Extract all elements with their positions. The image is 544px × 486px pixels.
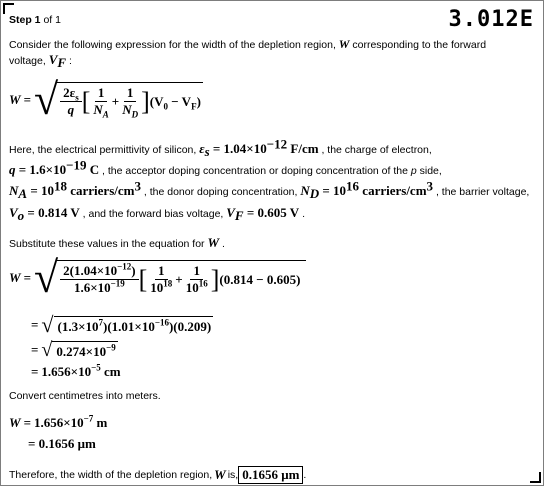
calc4-val: 1.656×10 [41, 364, 92, 379]
conclusion-text: Therefore, the width of the depletion region, [9, 469, 213, 481]
vo-param: V [9, 205, 18, 220]
plus: + [111, 93, 120, 109]
calc2-a-exp: 7 [98, 317, 103, 328]
calc4-eq: = [31, 364, 39, 379]
calc-den-exp: −19 [110, 278, 125, 289]
intro-text-4: : [66, 55, 72, 67]
frac-2eps-q [60, 85, 82, 118]
calc3-exp: −9 [106, 342, 116, 353]
na-value: = 10 [27, 183, 54, 198]
calc-den: 1.6×10 [73, 280, 111, 295]
calc-nd-den: 10 [185, 280, 199, 295]
na: N [93, 102, 103, 117]
nd-exp: 16 [346, 178, 360, 194]
width-formula [9, 75, 203, 124]
calc-na-den-exp: 18 [163, 278, 173, 289]
one-b: 1 [124, 85, 137, 102]
formula-eq: = [23, 92, 31, 107]
na-param: N [9, 183, 19, 198]
params-text-4: side, [416, 165, 442, 177]
q-exp: −19 [66, 157, 87, 173]
intro-line-2 [9, 52, 72, 71]
params-line-1 [9, 136, 432, 160]
calc-na-den: 10 [150, 280, 164, 295]
calc-w: W [9, 270, 21, 285]
nd-param-sub: D [309, 186, 320, 202]
one-a: 1 [95, 85, 108, 102]
na-sub: A [102, 109, 109, 120]
p-side: p [410, 165, 417, 177]
calc-bracket-open: [ [138, 264, 148, 294]
minus-v: − V [168, 93, 192, 109]
eps-value: = 1.04×10 [209, 141, 267, 156]
nd-sub: D [131, 109, 139, 120]
calc-one-a: 1 [155, 263, 168, 280]
calc2-c: )(0.209) [168, 318, 212, 334]
bracket-open: [ [81, 86, 91, 116]
convert-val: 1.656×10 [33, 415, 84, 430]
calc-num-exp: −12 [117, 261, 132, 272]
convert-eq: = [23, 415, 31, 430]
substitute-tail: . [219, 238, 225, 250]
calc-num-end: ) [131, 263, 136, 278]
step-label: Step 1 [9, 14, 41, 26]
conclusion-tail: . [303, 469, 307, 481]
corner-mark-bottom-right [530, 472, 541, 483]
bracket-close: ] [141, 86, 150, 116]
nd-value: = 10 [319, 183, 347, 198]
calc-line-2 [31, 314, 213, 336]
calc-voltage-diff: (0.814 − 0.605) [219, 271, 301, 287]
intro-line-1 [9, 37, 486, 52]
vf-value: = 0.605 V [243, 205, 300, 220]
paren-close: ) [196, 93, 201, 109]
sqrt-sign: √ [33, 75, 59, 124]
step-header [9, 14, 61, 26]
corner-mark-top-left [3, 3, 14, 14]
calc2-a: (1.3×10 [57, 318, 99, 334]
params-text-3: , the acceptor doping concentration or doping concentration of the [99, 165, 411, 177]
nd: N [122, 102, 132, 117]
calc-frac-nd [183, 263, 211, 296]
q: q [9, 162, 16, 177]
q-symbol: q [67, 102, 75, 117]
nd-unit: carriers/cm [359, 183, 427, 198]
eps-s: s [204, 144, 210, 160]
params-line-4 [9, 205, 305, 224]
vf-param-sub: F [234, 208, 244, 224]
calc3-eq: = [31, 342, 39, 357]
vo-param-sub: o [17, 208, 25, 224]
conclusion-line [9, 466, 306, 484]
step-of: of 1 [43, 14, 61, 26]
params-text-5: , the donor doping concentration, [140, 186, 301, 198]
answer-box: 0.1656 μm [238, 466, 303, 484]
calc-frac-main [60, 263, 138, 296]
calc2-radicand [54, 316, 214, 335]
intro-text-2: corresponding to the forward [349, 39, 487, 51]
calc3-val: 0.274×10 [56, 343, 107, 359]
two-eps: 2ε [63, 85, 76, 100]
calc-sqrt-sign: √ [33, 253, 59, 302]
substitute-line [9, 235, 225, 251]
q-value: = 1.6×10 [15, 162, 67, 177]
vf-symbol: V [48, 52, 58, 67]
frac-1-nd [119, 85, 141, 118]
na-unit: carriers/cm [66, 183, 135, 198]
w-symbol: W [338, 37, 350, 51]
vo-value: = 0.814 V [24, 205, 80, 220]
calc4-unit: cm [100, 364, 121, 379]
calc3-radicand [52, 341, 117, 360]
convert-text: Convert centimetres into meters. [9, 390, 161, 402]
calc2-b-exp: −16 [154, 317, 169, 328]
eps-sub: s [75, 92, 79, 103]
calc-frac-na [147, 263, 175, 296]
calc-line-4 [31, 364, 121, 380]
na-param-sub: A [18, 186, 28, 202]
na-unit-exp: 3 [134, 178, 141, 194]
substitute-w: W [207, 235, 220, 250]
calc2-eq: = [31, 317, 39, 332]
vf-sub: F [191, 101, 197, 112]
params-text-8: . [299, 208, 305, 220]
eps-exp: −12 [266, 136, 288, 152]
params-line-3 [9, 178, 530, 202]
calc-plus: + [175, 271, 183, 287]
conclusion-w: W [214, 467, 226, 482]
q-unit: C [86, 162, 100, 177]
calc-bracket-close: ] [210, 264, 220, 294]
conclusion-is: is, [227, 469, 239, 481]
na-exp: 18 [53, 178, 67, 194]
calc-eq: = [23, 270, 31, 285]
convert-unit: m [93, 415, 108, 430]
params-line-2 [9, 157, 442, 178]
problem-code: 3.012E [448, 7, 534, 32]
calc-line-3 [31, 340, 118, 360]
calc4-exp: −5 [91, 362, 101, 373]
v0-sub: 0 [163, 101, 168, 112]
params-text-1: Here, the electrical permittivity of silicon, [9, 144, 200, 156]
params-text-2: , the charge of electron, [318, 144, 432, 156]
frac-1-na [90, 85, 111, 118]
formula-radicand [56, 82, 203, 118]
convert-line-2: = 0.1656 μm [28, 436, 96, 451]
intro-text: Consider the following expression for the width of the depletion region, [9, 39, 339, 51]
calc3-sqrt-sign: √ [41, 339, 53, 361]
convert-w: W [9, 415, 21, 430]
calc-num: 2(1.04×10 [63, 263, 118, 278]
substitute-text: Substitute these values in the equation for [9, 238, 208, 250]
intro-text-3: voltage, [9, 55, 49, 67]
paren-v: (V [149, 93, 164, 109]
calc-line-1 [9, 253, 306, 302]
nd-param: N [300, 183, 310, 198]
vf-subscript: F [57, 55, 67, 71]
convert-exp: −7 [83, 413, 94, 424]
convert-line-1 [9, 415, 107, 431]
eps-unit: F/cm [287, 141, 319, 156]
params-text-6: , the barrier voltage, [433, 186, 530, 198]
formula-w: W [9, 92, 21, 107]
calc-one-b: 1 [190, 263, 203, 280]
vf-param: V [226, 205, 235, 220]
calc2-sqrt-sign: √ [41, 312, 54, 337]
params-text-7: , and the forward bias voltage, [79, 208, 227, 220]
eps: ε [199, 141, 205, 156]
calc2-b: )(1.01×10 [103, 318, 155, 334]
nd-unit-exp: 3 [426, 178, 434, 194]
calc-nd-den-exp: 16 [198, 278, 208, 289]
calc-radicand [56, 260, 306, 296]
